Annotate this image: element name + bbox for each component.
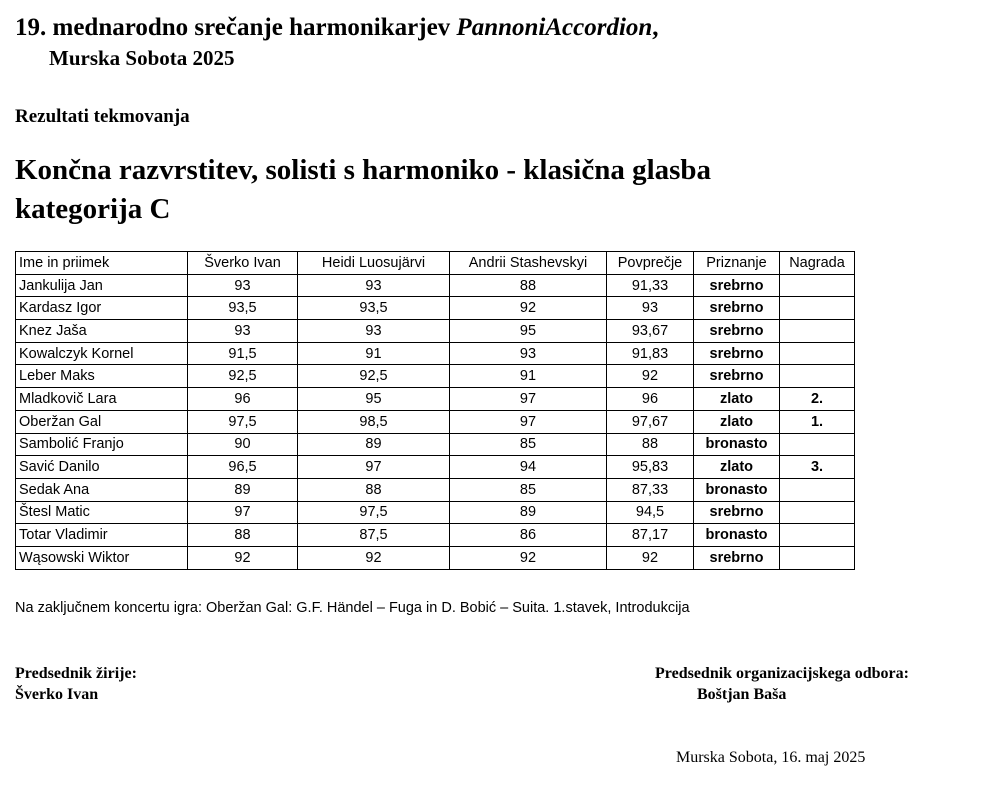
award-cell <box>780 546 855 569</box>
award-cell <box>780 478 855 501</box>
score-sverko-cell: 96 <box>188 388 298 411</box>
score-luosujarvi-cell: 98,5 <box>298 410 450 433</box>
score-sverko-cell: 93 <box>188 320 298 343</box>
competitor-name-cell: Leber Maks <box>16 365 188 388</box>
table-row <box>16 524 855 547</box>
column-header: Andrii Stashevskyi <box>450 252 607 275</box>
average-cell: 88 <box>607 433 694 456</box>
table-row <box>16 342 855 365</box>
score-sverko-cell: 96,5 <box>188 456 298 479</box>
average-cell: 95,83 <box>607 456 694 479</box>
recognition-cell: srebrno <box>694 342 780 365</box>
score-stashevskyi-cell: 88 <box>450 274 607 297</box>
competitor-name-cell: Knez Jaša <box>16 320 188 343</box>
average-cell: 97,67 <box>607 410 694 433</box>
table-header-row <box>16 252 855 275</box>
award-cell <box>780 342 855 365</box>
festival-name: PannoniAccordion <box>456 14 653 41</box>
average-cell: 87,33 <box>607 478 694 501</box>
score-luosujarvi-cell: 97 <box>298 456 450 479</box>
competitor-name-cell: Oberžan Gal <box>16 410 188 433</box>
competitor-name-cell: Štesl Matic <box>16 501 188 524</box>
score-stashevskyi-cell: 97 <box>450 388 607 411</box>
results-table <box>15 251 855 570</box>
column-header: Ime in priimek <box>16 252 188 275</box>
average-cell: 87,17 <box>607 524 694 547</box>
score-luosujarvi-cell: 93 <box>298 274 450 297</box>
recognition-cell: srebrno <box>694 297 780 320</box>
recognition-cell: srebrno <box>694 365 780 388</box>
score-luosujarvi-cell: 95 <box>298 388 450 411</box>
score-sverko-cell: 88 <box>188 524 298 547</box>
average-cell: 91,33 <box>607 274 694 297</box>
score-sverko-cell: 90 <box>188 433 298 456</box>
competitor-name-cell: Wąsowski Wiktor <box>16 546 188 569</box>
competitor-name-cell: Sambolić Franjo <box>16 433 188 456</box>
title-prefix: 19. mednarodno srečanje harmonikarjev <box>15 14 457 41</box>
score-luosujarvi-cell: 91 <box>298 342 450 365</box>
score-stashevskyi-cell: 93 <box>450 342 607 365</box>
average-cell: 93,67 <box>607 320 694 343</box>
title-suffix: , <box>652 14 659 41</box>
average-cell: 93 <box>607 297 694 320</box>
table-row <box>16 501 855 524</box>
organizing-president-label: Predsednik organizacijskega odbora: <box>655 665 909 682</box>
place-date: Murska Sobota, 16. maj 2025 <box>676 749 866 766</box>
document-title-line2: Murska Sobota 2025 <box>49 46 235 70</box>
table-body <box>16 274 855 569</box>
score-stashevskyi-cell: 85 <box>450 433 607 456</box>
score-sverko-cell: 97,5 <box>188 410 298 433</box>
recognition-cell: srebrno <box>694 546 780 569</box>
score-sverko-cell: 89 <box>188 478 298 501</box>
recognition-cell: zlato <box>694 388 780 411</box>
table-row <box>16 410 855 433</box>
recognition-cell: bronasto <box>694 524 780 547</box>
score-stashevskyi-cell: 89 <box>450 501 607 524</box>
award-cell <box>780 501 855 524</box>
award-cell <box>780 320 855 343</box>
column-header: Šverko Ivan <box>188 252 298 275</box>
score-sverko-cell: 91,5 <box>188 342 298 365</box>
score-stashevskyi-cell: 92 <box>450 546 607 569</box>
award-cell: 3. <box>780 456 855 479</box>
recognition-cell: srebrno <box>694 320 780 343</box>
score-luosujarvi-cell: 97,5 <box>298 501 450 524</box>
award-cell <box>780 365 855 388</box>
score-sverko-cell: 92,5 <box>188 365 298 388</box>
score-stashevskyi-cell: 86 <box>450 524 607 547</box>
table-row <box>16 274 855 297</box>
subtitle: Rezultati tekmovanja <box>15 106 190 127</box>
score-sverko-cell: 93,5 <box>188 297 298 320</box>
table-row <box>16 388 855 411</box>
score-luosujarvi-cell: 87,5 <box>298 524 450 547</box>
recognition-cell: bronasto <box>694 433 780 456</box>
recognition-cell: srebrno <box>694 274 780 297</box>
table-row <box>16 546 855 569</box>
award-cell: 2. <box>780 388 855 411</box>
column-header: Heidi Luosujärvi <box>298 252 450 275</box>
competitor-name-cell: Kowalczyk Kornel <box>16 342 188 365</box>
table-row <box>16 433 855 456</box>
recognition-cell: srebrno <box>694 501 780 524</box>
score-stashevskyi-cell: 97 <box>450 410 607 433</box>
score-stashevskyi-cell: 85 <box>450 478 607 501</box>
competitor-name-cell: Jankulija Jan <box>16 274 188 297</box>
score-stashevskyi-cell: 91 <box>450 365 607 388</box>
score-stashevskyi-cell: 95 <box>450 320 607 343</box>
organizing-president-name: Boštjan Baša <box>697 686 787 703</box>
table-row <box>16 320 855 343</box>
score-stashevskyi-cell: 94 <box>450 456 607 479</box>
score-luosujarvi-cell: 93 <box>298 320 450 343</box>
average-cell: 96 <box>607 388 694 411</box>
jury-president-label: Predsednik žirije: <box>15 665 137 682</box>
recognition-cell: zlato <box>694 410 780 433</box>
score-luosujarvi-cell: 92,5 <box>298 365 450 388</box>
column-header: Povprečje <box>607 252 694 275</box>
score-luosujarvi-cell: 93,5 <box>298 297 450 320</box>
score-stashevskyi-cell: 92 <box>450 297 607 320</box>
award-cell <box>780 274 855 297</box>
score-sverko-cell: 92 <box>188 546 298 569</box>
average-cell: 92 <box>607 365 694 388</box>
column-header: Nagrada <box>780 252 855 275</box>
score-luosujarvi-cell: 92 <box>298 546 450 569</box>
table-row <box>16 365 855 388</box>
heading-line1: Končna razvrstitev, solisti s harmoniko - klasična glasba <box>15 154 712 186</box>
competitor-name-cell: Mladkovič Lara <box>16 388 188 411</box>
table-row <box>16 456 855 479</box>
column-header: Priznanje <box>694 252 780 275</box>
award-cell <box>780 297 855 320</box>
competitor-name-cell: Savić Danilo <box>16 456 188 479</box>
score-luosujarvi-cell: 89 <box>298 433 450 456</box>
jury-president-name: Šverko Ivan <box>15 686 99 703</box>
award-cell: 1. <box>780 410 855 433</box>
average-cell: 91,83 <box>607 342 694 365</box>
competitor-name-cell: Kardasz Igor <box>16 297 188 320</box>
score-luosujarvi-cell: 88 <box>298 478 450 501</box>
recognition-cell: zlato <box>694 456 780 479</box>
heading-line2: kategorija C <box>15 193 171 225</box>
competitor-name-cell: Sedak Ana <box>16 478 188 501</box>
document-title <box>15 14 659 42</box>
award-cell <box>780 433 855 456</box>
concert-note: Na zaključnem koncertu igra: Oberžan Gal: G.F. Händel – Fuga in D. Bobić – Suita. 1.stavek, Introdukcija <box>15 600 690 616</box>
table-row <box>16 478 855 501</box>
competitor-name-cell: Totar Vladimir <box>16 524 188 547</box>
average-cell: 92 <box>607 546 694 569</box>
recognition-cell: bronasto <box>694 478 780 501</box>
award-cell <box>780 524 855 547</box>
table-row <box>16 297 855 320</box>
score-sverko-cell: 93 <box>188 274 298 297</box>
average-cell: 94,5 <box>607 501 694 524</box>
score-sverko-cell: 97 <box>188 501 298 524</box>
